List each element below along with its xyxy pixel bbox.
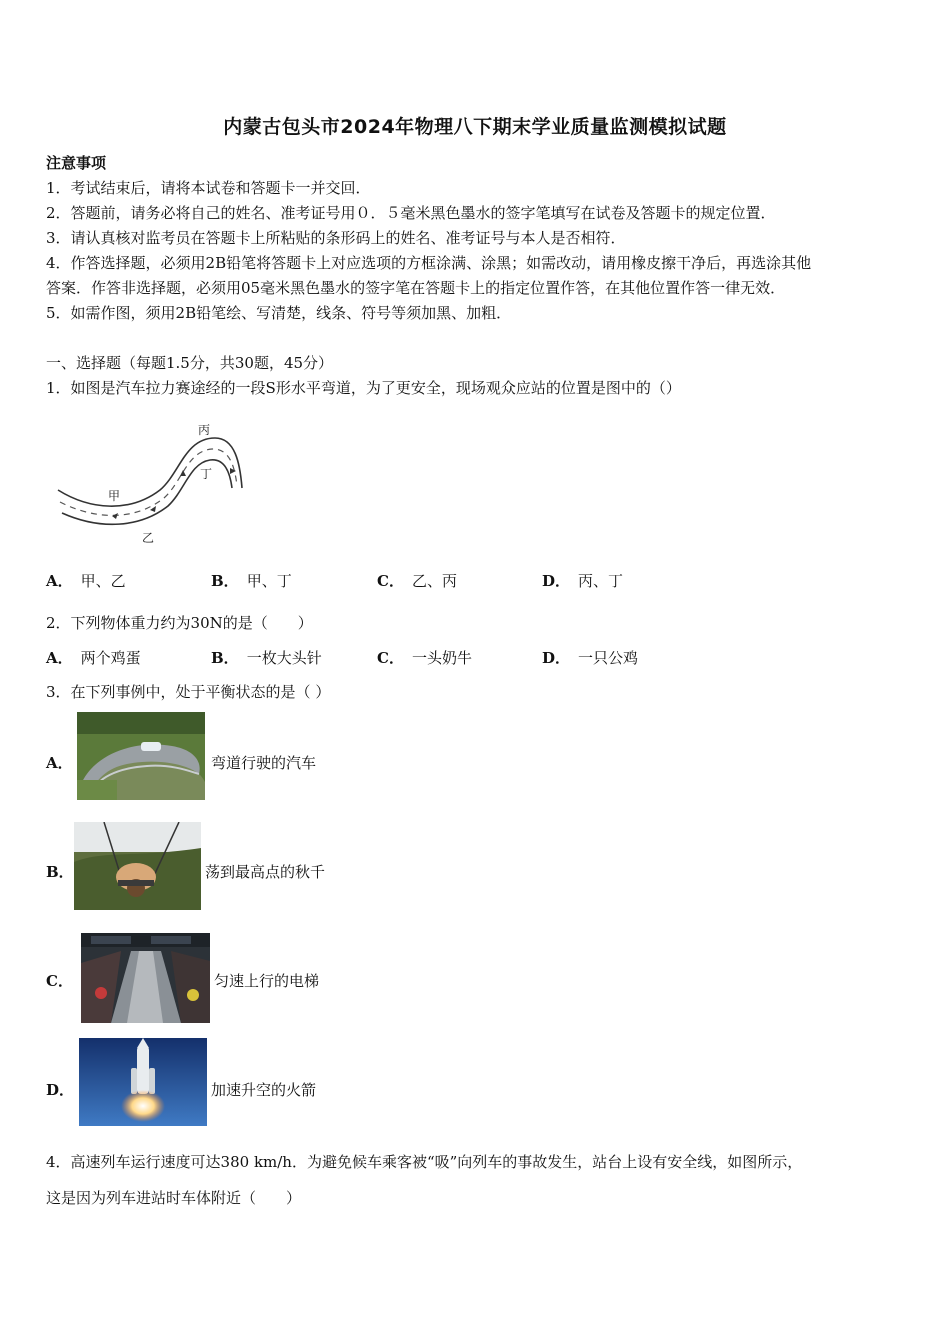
q3-option-a-text: 弯道行驶的汽车 — [211, 754, 317, 772]
q3-option-d-text: 加速升空的火箭 — [211, 1081, 317, 1099]
page-title: 内蒙古包头市2024年物理八下期末学业质量监测模拟试题 — [223, 116, 727, 138]
q1-option-a[interactable]: A． 甲、乙 — [46, 572, 126, 590]
q2-option-c[interactable]: C． 一头奶牛 — [377, 649, 472, 667]
q1-stem: 1．如图是汽车拉力赛途经的一段S形水平弯道，为了更安全，现场观众应站的位置是图中的（） — [46, 379, 681, 397]
q3-option-c-text: 匀速上行的电梯 — [214, 972, 320, 990]
q3-option-b-key[interactable]: B． — [46, 863, 74, 881]
q4-stem-line2: 这是因为列车进站时车体附近（ ） — [46, 1189, 302, 1207]
q3-option-d-key[interactable]: D． — [46, 1081, 75, 1099]
notice-item: 2．答题前，请务必将自己的姓名、准考证号用０．５毫米黑色墨水的签字笔填写在试卷及答题卡的规定位置． — [46, 204, 776, 222]
q1-option-d[interactable]: D． 丙、丁 — [542, 572, 624, 590]
label-jia: 甲 — [108, 489, 121, 503]
notice-item: 4．作答选择题，必须用2B铅笔将答题卡上对应选项的方框涂满、涂黑；如需改动，请用橡皮擦干净后，再选涂其他 — [46, 254, 812, 272]
q2-option-d[interactable]: D． 一只公鸡 — [542, 649, 639, 667]
curved-road-car-image — [77, 712, 205, 800]
q2-option-a[interactable]: A． 两个鸡蛋 — [46, 649, 141, 667]
q1-option-b[interactable]: B． 甲、丁 — [211, 572, 292, 590]
q3-stem: 3．在下列事例中，处于平衡状态的是（ ） — [46, 683, 331, 701]
label-yi: 乙 — [142, 531, 155, 545]
q3-option-a-key[interactable]: A． — [46, 754, 73, 772]
notice-item: 3．请认真核对监考员在答题卡上所粘贴的条形码上的姓名、准考证号与本人是否相符． — [46, 229, 626, 247]
q1-option-c[interactable]: C． 乙、丙 — [377, 572, 457, 590]
notice-item: 答案．作答非选择题，必须用05毫米黑色墨水的签字笔在答题卡上的指定位置作答，在其他位置作答一律无效． — [46, 279, 786, 297]
notice-heading: 注意事项 — [46, 154, 107, 172]
notice-item: 1．考试结束后，请将本试卷和答题卡一并交回． — [46, 179, 371, 197]
swing-image — [74, 822, 201, 910]
q3-option-b-text: 荡到最高点的秋千 — [205, 863, 326, 881]
rocket-image — [79, 1038, 207, 1126]
label-bing: 丙 — [198, 423, 211, 437]
label-ding: 丁 — [200, 467, 213, 481]
q2-stem: 2．下列物体重力约为30N的是（ ） — [46, 614, 313, 632]
s-curve-figure — [50, 418, 250, 546]
s-curve-drawing — [50, 418, 250, 546]
escalator-image — [81, 933, 210, 1023]
notice-item: 5．如需作图，须用2B铅笔绘、写清楚，线条、符号等须加黑、加粗． — [46, 304, 512, 322]
section-heading: 一、选择题（每题1.5分，共30题，45分） — [46, 354, 334, 372]
q4-stem-line1: 4．高速列车运行速度可达380 km/h．为避免候车乘客被“吸”向列车的事故发生，站台上设有安全线，如图所示， — [46, 1153, 803, 1171]
q2-option-b[interactable]: B． 一枚大头针 — [211, 649, 322, 667]
q3-option-c-key[interactable]: C． — [46, 972, 73, 990]
